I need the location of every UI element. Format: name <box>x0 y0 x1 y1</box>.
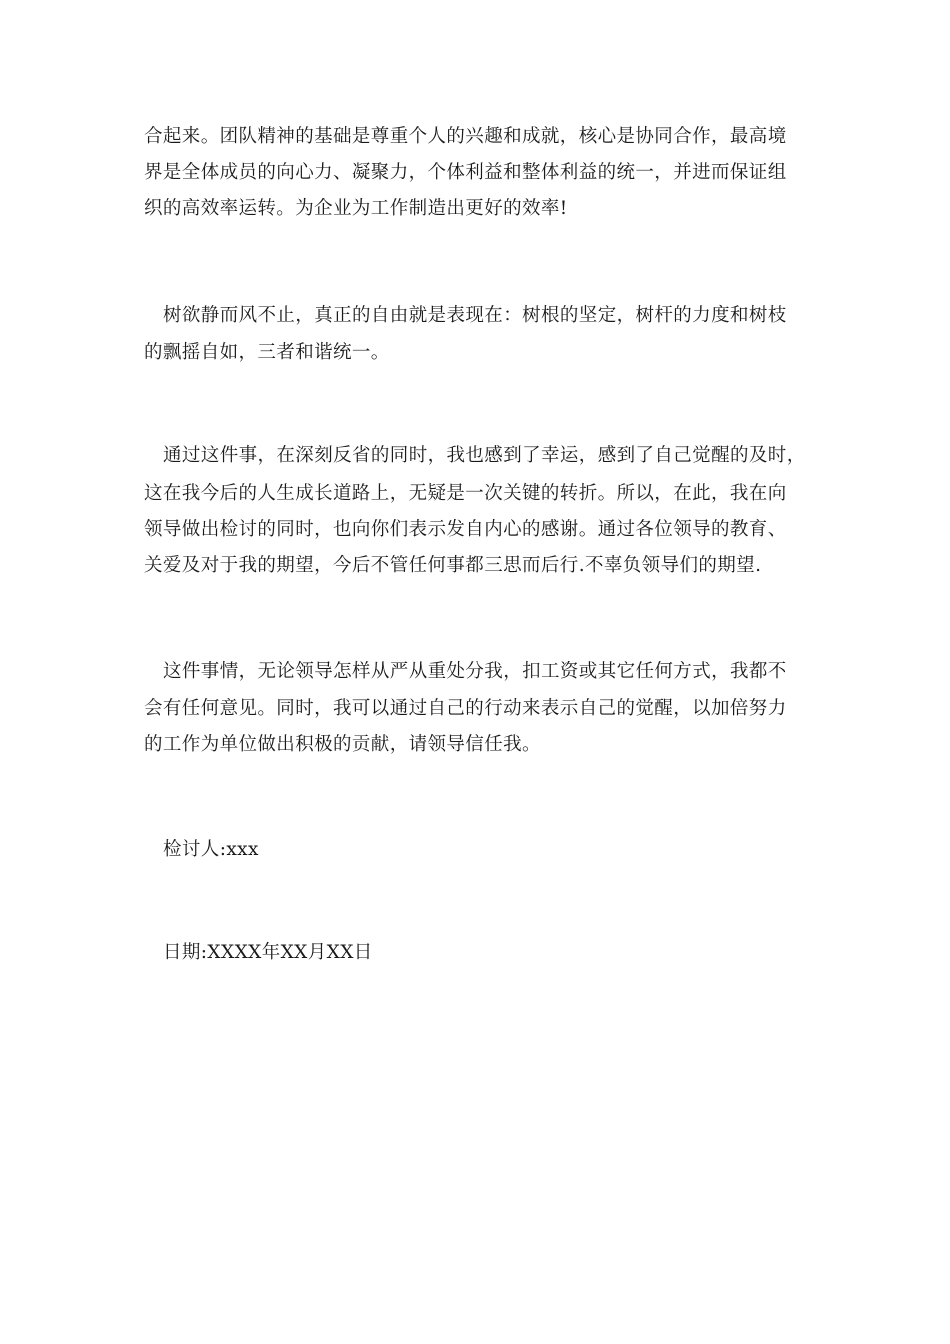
paragraph-line: 这件事情，无论领导怎样从严从重处分我，扣工资或其它任何方式，我都不 <box>163 661 787 682</box>
paragraph-line: 树欲静而风不止，真正的自由就是表现在：树根的坚定，树杆的力度和树枝 <box>163 305 787 326</box>
paragraph-line: 界是全体成员的向心力、凝聚力，个体利益和整体利益的统一，并进而保证组 <box>144 162 787 183</box>
paragraph-line: 通过这件事，在深刻反省的同时，我也感到了幸运，感到了自己觉醒的及时， <box>163 445 806 466</box>
paragraph-line: 的飘摇自如，三者和谐统一。 <box>144 342 390 363</box>
paragraph-line: 合起来。团队精神的基础是尊重个人的兴趣和成就，核心是协同合作，最高境 <box>144 126 787 147</box>
paragraph-line: 关爱及对于我的期望，今后不管任何事都三思而后行.不辜负领导们的期望. <box>144 555 762 576</box>
signer-line: 检讨人:xxx <box>163 839 259 860</box>
paragraph-line: 的工作为单位做出积极的贡献，请领导信任我。 <box>144 734 541 755</box>
paragraph-line: 领导做出检讨的同时，也向你们表示发自内心的感谢。通过各位领导的教育、 <box>144 519 787 540</box>
paragraph-line: 会有任何意见。同时，我可以通过自己的行动来表示自己的觉醒，以加倍努力 <box>144 698 787 719</box>
paragraph-line: 这在我今后的人生成长道路上，无疑是一次关键的转折。所以，在此，我在向 <box>144 483 787 504</box>
paragraph-line: 织的高效率运转。为企业为工作制造出更好的效率! <box>144 198 568 219</box>
date-line: 日期:XXXX年XX月XX日 <box>163 942 373 963</box>
